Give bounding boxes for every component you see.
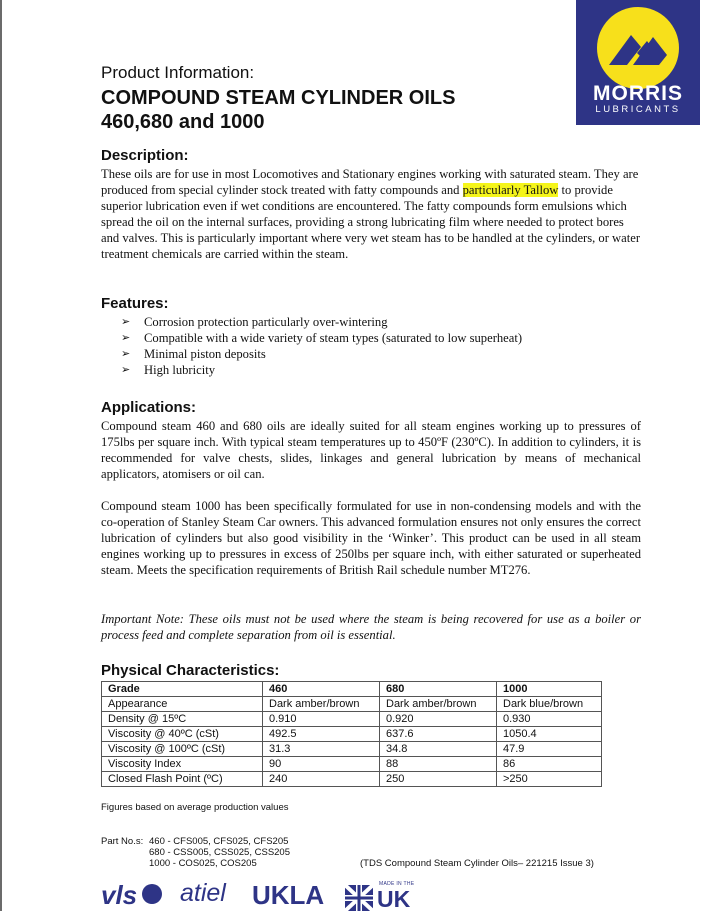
title-line-1: COMPOUND STEAM CYLINDER OILS: [101, 87, 456, 109]
ukla-logo: UKLA: [252, 880, 325, 910]
table-header-cell: 460: [263, 682, 380, 697]
table-row: [102, 742, 602, 757]
uk-label: UK: [377, 886, 411, 912]
vls-drop-icon: [142, 884, 162, 904]
page-left-border: [0, 0, 2, 911]
part-numbers-line-1: 460 - CFS005, CFS025, CFS205: [149, 836, 289, 847]
tds-reference: (TDS Compound Steam Cylinder Oils– 221215 Issue 3): [360, 858, 594, 869]
applications-para-1: Compound steam 460 and 680 oils are ideally suited for all steam engines working up to pressures of 175lbs per square inch. With typical steam temperatures up to 450ºF (230ºC). In addition to cylinders, it is recommended for valve chests, slides, linkages and general lubrication by means of mechanical applicators, atomisers or oil can.: [101, 419, 641, 481]
table-cell: 47.9: [497, 742, 602, 757]
features-list: [121, 314, 641, 378]
table-cell: 90: [263, 757, 380, 772]
table-cell: 0.930: [497, 712, 602, 727]
feature-item: [121, 330, 641, 346]
feature-text: Compatible with a wide variety of steam types (saturated to low superheat): [144, 331, 523, 345]
features-heading: Features:: [101, 295, 169, 312]
table-header-row: [102, 682, 602, 697]
table-footnote: Figures based on average production values: [101, 802, 289, 813]
table-cell: 492.5: [263, 727, 380, 742]
applications-heading: Applications:: [101, 399, 197, 416]
vls-logo: vls: [101, 880, 138, 910]
table-cell: Dark amber/brown: [380, 697, 497, 712]
table-cell: 240: [263, 772, 380, 787]
physical-table-wrap: [101, 681, 602, 787]
table-cell: 250: [380, 772, 497, 787]
part-numbers-line-2: 680 - CSS005, CSS025, CSS205: [149, 847, 291, 858]
table-cell: Density @ 15ºC: [102, 712, 263, 727]
logo-brand: MORRIS: [593, 82, 683, 105]
table-row: [102, 712, 602, 727]
table-row: [102, 697, 602, 712]
made-in-uk-logo: [345, 881, 421, 911]
description-text-before: These oils are for use in most Locomotives and Stationary engines working with saturated steam. They are produced from special cylinder stock treated with fatty compounds and: [101, 167, 639, 197]
physical-table: [101, 681, 602, 787]
description-heading: Description:: [101, 147, 189, 164]
part-numbers-label: Part No.s:: [101, 836, 144, 847]
table-cell: Dark amber/brown: [263, 697, 380, 712]
made-in-label: MADE IN THE: [379, 881, 415, 887]
table-header-cell: 1000: [497, 682, 602, 697]
table-cell: Closed Flash Point (ºC): [102, 772, 263, 787]
description-highlight: particularly Tallow: [462, 183, 559, 197]
part-numbers-line-3: 1000 - COS025, COS205: [149, 858, 257, 869]
morris-logo: [576, 0, 700, 125]
atiel-logo: atiel: [180, 879, 226, 907]
table-header-cell: 680: [380, 682, 497, 697]
product-info-label: Product Information:: [101, 63, 255, 82]
table-cell: 88: [380, 757, 497, 772]
table-row: [102, 757, 602, 772]
logo-emblem: [597, 7, 679, 89]
description-text-after: to provide superior lubrication even if wet conditions are encountered. The fatty compounds form emulsions which spread the oil on the internal surfaces, providing a strong lubricating film where needed to protect bores and valves. This is particularly important where very wet steam has to be handled at the cylinders, or water treatment chemicals are carried within the steam.: [101, 183, 641, 261]
arrow-bullet-icon: ➢: [121, 316, 131, 328]
arrow-bullet-icon: ➢: [121, 348, 131, 360]
table-cell: Viscosity @ 100ºC (cSt): [102, 742, 263, 757]
arrow-bullet-icon: ➢: [121, 332, 131, 344]
table-cell: Viscosity Index: [102, 757, 263, 772]
table-cell: 31.3: [263, 742, 380, 757]
table-row: [102, 772, 602, 787]
table-cell: 86: [497, 757, 602, 772]
feature-text: Minimal piston deposits: [144, 347, 266, 361]
arrow-bullet-icon: ➢: [121, 364, 131, 376]
table-cell: 0.910: [263, 712, 380, 727]
applications-para-2: Compound steam 1000 has been specifically formulated for use in non-condensing models and with the co-operation of Stanley Steam Car owners. This advanced formulation ensures not only ensures the correct lubrication of cylinders but also good visibility in the ‘Winker’. This product can be used in all steam engines working up to pressures in excess of 250lbs per square inch, with either saturated or superheated steam. Meets the specification requirements of British Rail schedule number MT276.: [101, 499, 641, 577]
feature-text: High lubricity: [144, 363, 216, 377]
feature-item: [121, 346, 641, 362]
table-cell: >250: [497, 772, 602, 787]
description-text: [101, 166, 641, 262]
feature-item: [121, 314, 641, 330]
table-row: [102, 727, 602, 742]
table-cell: Appearance: [102, 697, 263, 712]
footer-logos: [101, 878, 441, 911]
union-flag-icon: [345, 885, 373, 911]
table-cell: Dark blue/brown: [497, 697, 602, 712]
table-header-cell: Grade: [102, 682, 263, 697]
feature-text: Corrosion protection particularly over-wintering: [144, 315, 388, 329]
table-cell: 1050.4: [497, 727, 602, 742]
table-cell: 637.6: [380, 727, 497, 742]
title-line-2: 460,680 and 1000: [101, 111, 265, 133]
physical-heading: Physical Characteristics:: [101, 662, 280, 679]
important-note: Important Note: These oils must not be used where the steam is being recovered for use as a boiler or process feed and complete separation from oil is essential.: [101, 612, 641, 642]
feature-item: [121, 362, 641, 378]
logo-sub: LUBRICANTS: [595, 104, 681, 115]
page-title: [101, 86, 455, 134]
table-cell: 34.8: [380, 742, 497, 757]
table-cell: Viscosity @ 40ºC (cSt): [102, 727, 263, 742]
table-cell: 0.920: [380, 712, 497, 727]
m-mark-icon: [597, 7, 679, 89]
